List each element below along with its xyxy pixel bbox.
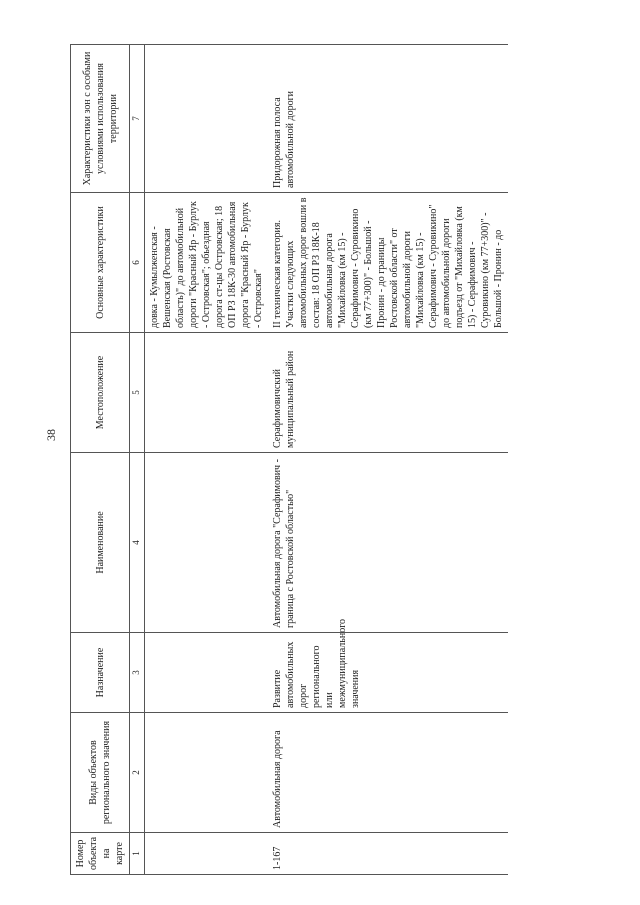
table-row-continued xyxy=(144,45,268,875)
column-number: 5 xyxy=(130,333,145,453)
page-number: 38 xyxy=(44,429,58,441)
cell-name: Автомобильная дорога "Серафимович - граница с Ростовской областью" xyxy=(268,453,508,633)
cell-empty xyxy=(144,45,268,193)
column-number: 1 xyxy=(130,833,145,875)
column-number: 2 xyxy=(130,713,145,833)
objects-table xyxy=(70,44,508,875)
cell-object-type: Автомобильная дорога xyxy=(268,713,508,833)
column-number: 3 xyxy=(130,633,145,713)
header-zones: Характеристики зон с особыми условиями использования территории xyxy=(71,45,130,193)
cell-empty xyxy=(144,333,268,453)
header-location: Местоположение xyxy=(71,333,130,453)
cell-purpose: Развитие автомобильных дорог регионального или межмуниципального значения xyxy=(268,633,508,713)
table-row xyxy=(268,45,508,875)
header-object-number: Номер объекта на карте xyxy=(71,833,130,875)
cell-empty xyxy=(144,633,268,713)
header-object-type: Виды объектов регионального значения xyxy=(71,713,130,833)
cell-characteristics: II техническая категория. Участки следующих автомобильных дорог вошли в состав: 18 ОП РЗ 18К-18 автомобильная дорога "Михайловка (км 15) - Серафимович - Суровикино (км 77+300)" - Большой - Пронин - до границы Ростовской области" от автомобильной дороги "Михайловка (км 15) - Серафимович - Суровикино" до автомобильной дороги подъезд от "Михайловка (км 15) - Серафимович - Суровикино (км 77+300)" - Большой - Пронин - до xyxy=(268,193,508,333)
header-purpose: Назначение xyxy=(71,633,130,713)
cell-empty xyxy=(144,713,268,833)
column-number: 7 xyxy=(130,45,145,193)
column-number-row xyxy=(130,45,145,875)
cell-empty xyxy=(144,453,268,633)
cell-characteristics-continued: довка - Кумылженская - Вешенская (Ростовская область)" до автомобильной дороги "Красный Яр - Бурлук - Островская"; обьездная дорога ст-цы Островская; 18 ОП РЗ 18К-30 автомобильная дорога "Красный Яр - Бурлук - Островская" xyxy=(144,193,268,333)
header-name: Наименование xyxy=(71,453,130,633)
table-header-row xyxy=(71,45,130,875)
header-characteristics: Основные характеристики xyxy=(71,193,130,333)
cell-object-number: 1-167 xyxy=(268,833,508,875)
cell-empty xyxy=(144,833,268,875)
cell-zones: Придорожная полоса автомобильной дороги xyxy=(268,45,508,193)
column-number: 4 xyxy=(130,453,145,633)
column-number: 6 xyxy=(130,193,145,333)
rotated-table-page xyxy=(70,45,590,875)
cell-location: Серафимовичский муниципальный район xyxy=(268,333,508,453)
